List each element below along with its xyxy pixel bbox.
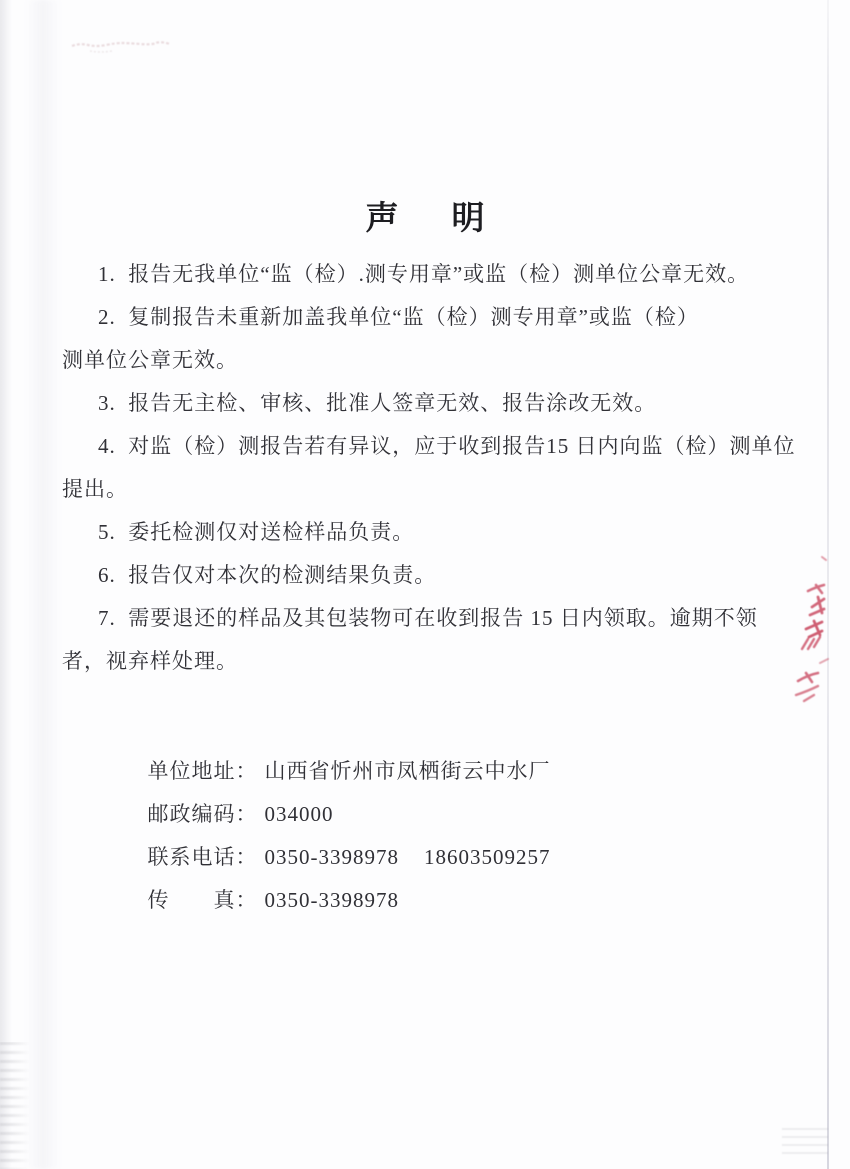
contact-address-value: 山西省忻州市凤栖街云中水厂 bbox=[264, 759, 551, 783]
red-stamp-fragment bbox=[792, 545, 836, 710]
scan-smudge-topleft bbox=[70, 34, 180, 58]
scan-streaks-bottomleft bbox=[0, 1042, 30, 1169]
contact-phone-label: 联系电话： bbox=[147, 845, 258, 869]
contact-postcode-label: 邮政编码： bbox=[147, 802, 258, 826]
statement-item-4: 4. 对监（检）测报告若有异议，应于收到报告15 日内向监（检）测单位 bbox=[98, 434, 796, 458]
contact-address-label: 单位地址： bbox=[147, 759, 258, 783]
statement-item-6: 6. 报告仅对本次的检测结果负责。 bbox=[98, 563, 437, 587]
contact-fax-label: 传 真： bbox=[147, 888, 258, 912]
contact-block bbox=[110, 707, 710, 912]
contact-postcode-value: 034000 bbox=[264, 802, 334, 826]
contact-phone-value: 0350-3398978 18603509257 bbox=[264, 845, 551, 869]
scan-edge-shadow-left bbox=[0, 0, 12, 1169]
statement-item-3: 3. 报告无主检、审核、批准人签章无效、报告涂改无效。 bbox=[98, 391, 657, 415]
page-title: 声 明 bbox=[365, 199, 495, 236]
statement-item-2-cont: 测单位公章无效。 bbox=[62, 348, 238, 372]
contact-address bbox=[110, 707, 710, 783]
statement-body bbox=[62, 253, 807, 683]
statement-item-4-cont: 提出。 bbox=[62, 477, 128, 501]
scan-streaks-bottomright bbox=[782, 1128, 828, 1158]
statement-item-7: 7. 需要退还的样品及其包装物可在收到报告 15 日内领取。逾期不领 bbox=[98, 606, 758, 630]
statement-item-7-cont: 者，视弃样处理。 bbox=[62, 649, 238, 673]
statement-item-5: 5. 委托检测仅对送检样品负责。 bbox=[98, 520, 415, 544]
scan-gray-band bbox=[26, 0, 60, 1169]
contact-fax-value: 0350-3398978 bbox=[264, 888, 399, 912]
statement-item-1: 1. 报告无我单位“监（检）.测专用章”或监（检）测单位公章无效。 bbox=[98, 262, 750, 286]
statement-item-2: 2. 复制报告未重新加盖我单位“监（检）测专用章”或监（检） bbox=[98, 305, 699, 329]
